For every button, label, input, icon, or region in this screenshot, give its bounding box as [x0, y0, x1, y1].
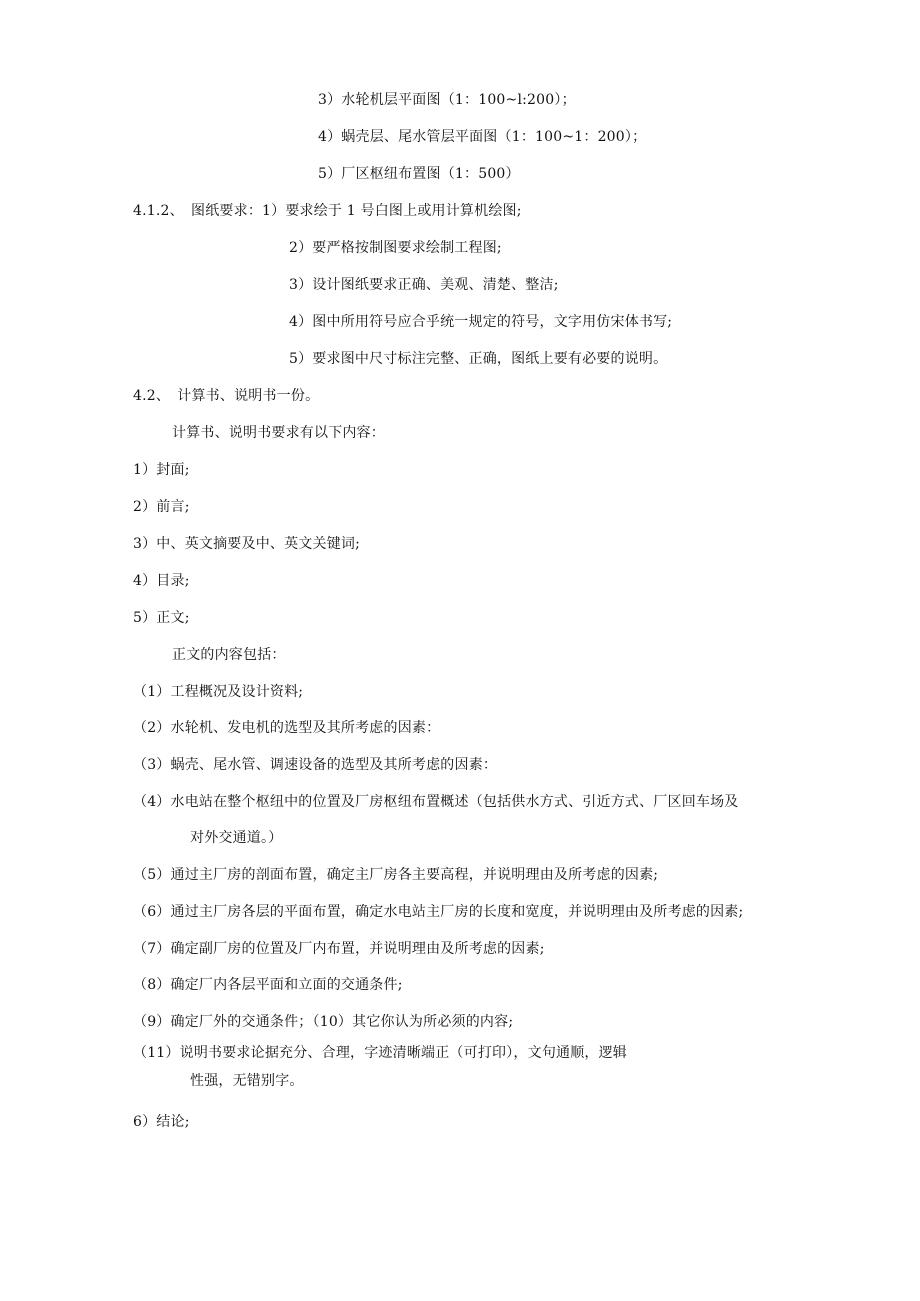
section-4-1-2-heading: 4.1.2、 图纸要求：1）要求绘于 1 号白图上或用计算机绘图; — [133, 203, 522, 219]
drawing-list-item-5: 5）厂区枢纽布置图（1：500） — [318, 166, 520, 182]
report-item-cover: 1）封面; — [133, 462, 190, 478]
body-item-9-10: （9）确定厂外的交通条件；（10）其它你认为所必须的内容; — [133, 1014, 514, 1030]
body-item-8: （8）确定厂内各层平面和立面的交通条件; — [133, 977, 403, 993]
body-item-4: （4）水电站在整个枢纽中的位置及厂房枢纽布置概述（包括供水方式、引近方式、厂区回车场及 — [133, 794, 739, 810]
drawing-requirement-3: 3）设计图纸要求正确、美观、清楚、整洁; — [289, 277, 559, 293]
body-item-1: （1）工程概况及设计资料; — [133, 684, 304, 700]
section-4-2-heading: 4.2、 计算书、说明书一份。 — [133, 388, 320, 404]
body-item-11-continued: 性强，无错别字。 — [190, 1073, 304, 1089]
drawing-requirement-2: 2）要严格按制图要求绘制工程图; — [289, 240, 502, 256]
body-item-7: （7）确定副厂房的位置及厂内布置，并说明理由及所考虑的因素; — [133, 941, 545, 957]
report-contents-intro: 计算书、说明书要求有以下内容： — [172, 425, 385, 441]
body-item-11: （11）说明书要求论据充分、合理，字迹清晰端正（可打印），文句通顺，逻辑 — [133, 1045, 628, 1061]
report-item-abstract: 3）中、英文摘要及中、英文关键词; — [133, 536, 361, 552]
body-item-5: （5）通过主厂房的剖面布置，确定主厂房各主要高程，并说明理由及所考虑的因素; — [133, 867, 659, 883]
report-item-preface: 2）前言; — [133, 499, 190, 515]
drawing-requirement-4: 4）图中所用符号应合乎统一规定的符号，文字用仿宋体书写; — [289, 314, 673, 330]
drawing-requirement-5: 5）要求图中尺寸标注完整、正确，图纸上要有必要的说明。 — [289, 351, 668, 367]
body-item-3: （3）蜗壳、尾水管、调速设备的选型及其所考虑的因素： — [133, 757, 498, 773]
drawing-list-item-3: 3）水轮机层平面图（1：100~l:200）； — [318, 92, 576, 108]
drawing-list-item-4: 4）蜗壳层、尾水管层平面图（1：100~1：200）； — [318, 129, 647, 145]
body-item-4-continued: 对外交通道。） — [190, 830, 283, 846]
body-item-6: （6）通过主厂房各层的平面布置，确定水电站主厂房的长度和宽度，并说明理由及所考虑的因素; — [133, 904, 744, 920]
report-item-body: 5）正文; — [133, 610, 190, 626]
report-item-toc: 4）目录; — [133, 573, 190, 589]
report-item-conclusion: 6）结论; — [133, 1114, 190, 1130]
body-item-2: （2）水轮机、发电机的选型及其所考虑的因素： — [133, 720, 441, 736]
body-contents-intro: 正文的内容包括： — [172, 647, 286, 663]
